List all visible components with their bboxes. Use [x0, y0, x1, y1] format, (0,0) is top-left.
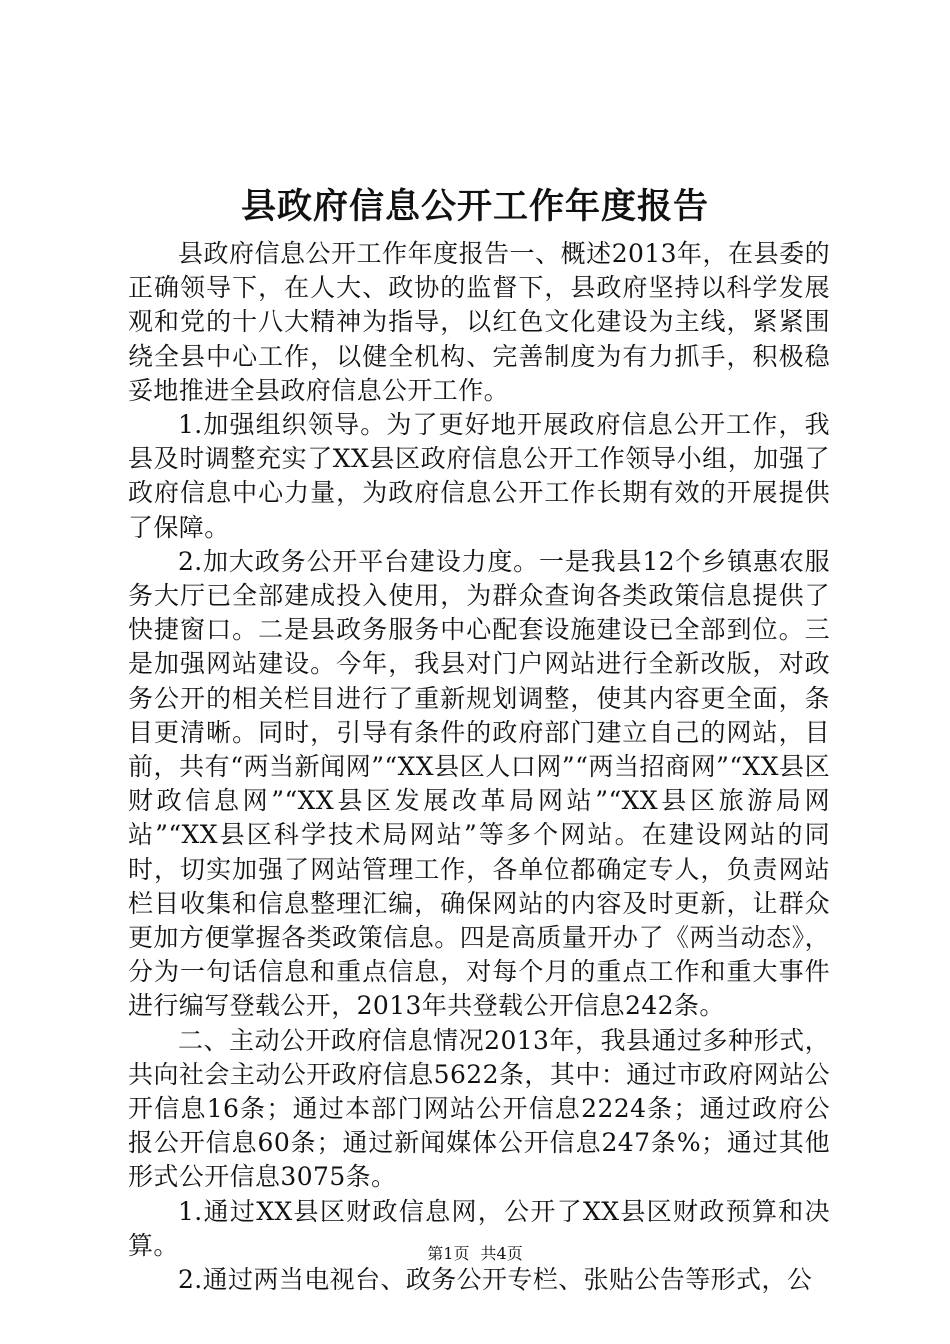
paragraph: 二、主动公开政府信息情况2013年，我县通过多种形式，共向社会主动公开政府信息5622条，其中：通过市政府网站公开信息16条；通过本部门网站公开信息2224条；通过政府公报公开信息60条；通过新闻媒体公开信息247条%；通过其他形式公开信息3075条。 — [128, 1025, 830, 1192]
page-number-total: 共4页 — [480, 1244, 523, 1263]
paragraph: 1.加强组织领导。为了更好地开展政府信息公开工作，我县及时调整充实了XX县区政府信息公开工作领导小组，加强了政府信息中心力量，为政府信息公开工作长期有效的开展提供了保障。 — [128, 410, 830, 542]
paragraph: 县政府信息公开工作年度报告一、概述2013年，在县委的正确领导下，在人大、政协的监督下，县政府坚持以科学发展观和党的十八大精神为指导，以红色文化建设为主线，紧紧围绕全县中心工作，以健全机构、完善制度为有力抓手，积极稳妥地推进全县政府信息公开工作。 — [128, 239, 830, 405]
paragraph: 2.通过两当电视台、政务公开专栏、张贴公告等形式，公 — [178, 1265, 813, 1295]
document-body — [128, 237, 830, 1297]
paragraph: 2.加大政务公开平台建设力度。一是我县12个乡镇惠农服务大厅已全部建成投入使用，为群众查询各类政策信息提供了快捷窗口。二是县政务服务中心配套设施建设已全部到位。三是加强网站建设。今年，我县对门户网站进行全新改版，对政务公开的相关栏目进行了重新规划调整，使其内容更全面，条目更清晰。同时，引导有条件的政府部门建立自己的网站，目前，共有“两当新闻网”“XX县区人口网”“两当招商网”“XX县区财政信息网”“XX县区发展改革局网站”“XX县区旅游局网站”“XX县区科学技术局网站”等多个网站。在建设网站的同时，切实加强了网站管理工作，各单位都确定专人，负责网站栏目收集和信息整理汇编，确保网站的内容及时更新，让群众更加方便掌握各类政策信息。四是高质量开办了《两当动态》，分为一句话信息和重点信息，对每个月的重点工作和重大事件进行编写登载公开，2013年共登载公开信息242条。 — [128, 546, 830, 1021]
paragraph: 1.通过XX县区财政信息网，公开了XX县区财政预算和决算。 — [128, 1196, 830, 1260]
document-title: 县政府信息公开工作年度报告 — [240, 186, 709, 227]
page-footer — [0, 1242, 950, 1266]
page-number-current: 第1页 — [427, 1244, 470, 1263]
